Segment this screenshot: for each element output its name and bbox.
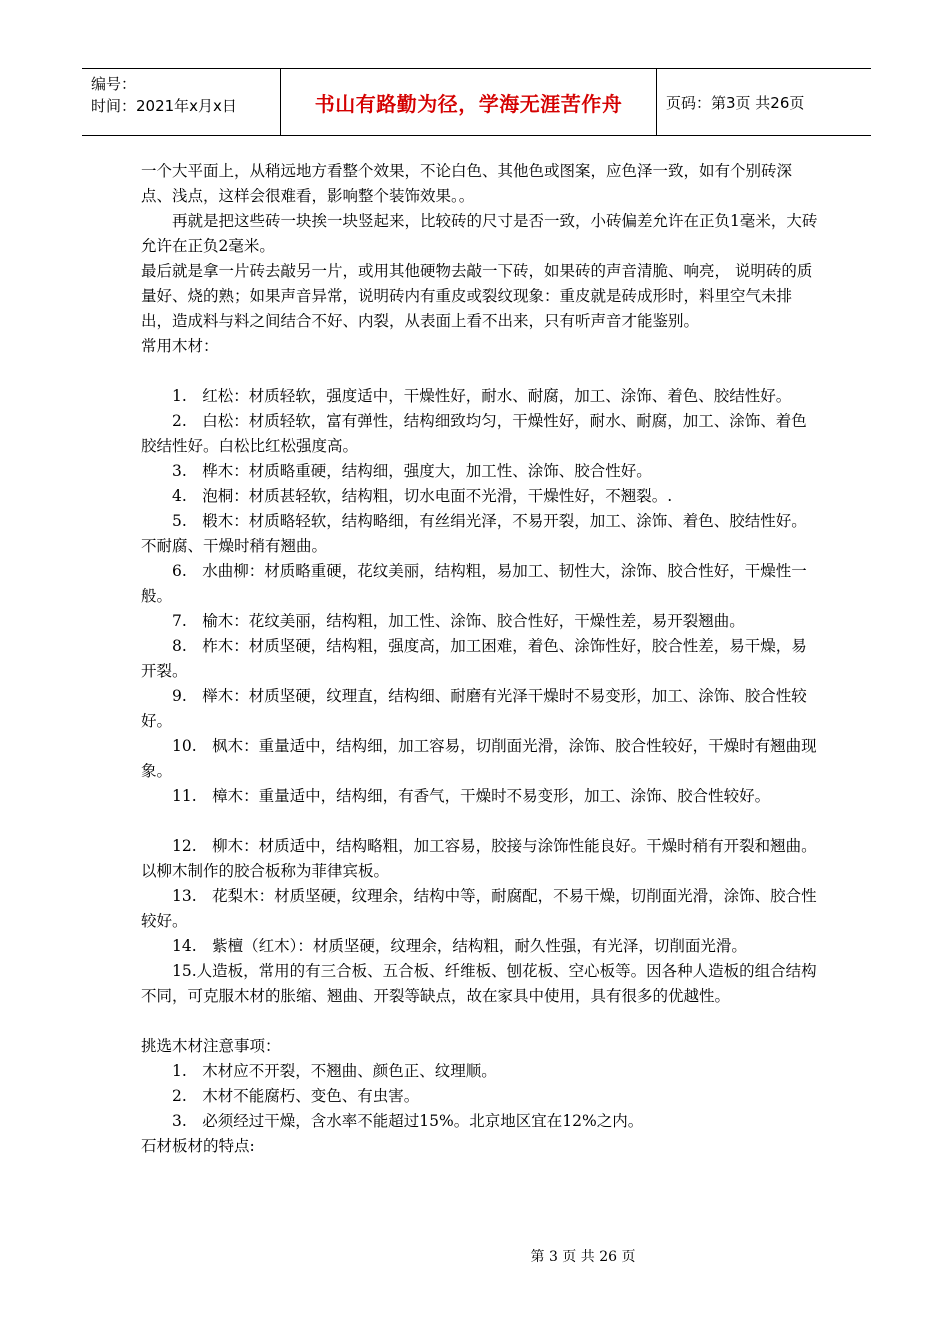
spacer <box>141 359 821 384</box>
time-label: 时间：2021年x月x日 <box>91 97 237 115</box>
paragraph-uniform-color: 一个大平面上，从稍远地方看整个效果，不论白色、其他色或图案，应色泽一致，如有个别砖深点、浅点，这样会很难看，影响整个装饰效果。。 <box>141 162 793 205</box>
section-heading-stone: 石材板材的特点: <box>141 1137 255 1155</box>
header-page-code: 页码：第3页 共26页 <box>666 93 805 112</box>
list-item-wood-15: 15.人造板，常用的有三合板、五合板、纤维板、刨花板、空心板等。因各种人造板的组合结构不同，可克服木材的胀缩、翘曲、开裂等缺点，故在家具中使用，具有很多的优越性。 <box>141 962 817 1005</box>
section-heading-wood: 常用木材： <box>141 337 219 355</box>
serial-label: 编号： <box>91 75 137 93</box>
list-item-wood-1: 1. 红松：材质轻软，强度适中，干燥性好，耐水、耐腐，加工、涂饰、着色、胶结性好。 <box>172 387 792 405</box>
header-meta <box>82 69 281 135</box>
list-item-wood-10: 10. 枫木：重量适中，结构细，加工容易，切削面光滑，涂饰、胶合性较好，干燥时有翘曲现象。 <box>141 737 817 780</box>
page-header <box>82 68 871 136</box>
spacer <box>141 809 821 834</box>
list-item-select-3: 3. 必须经过干燥，含水率不能超过15%。北京地区宜在12%之内。 <box>172 1112 644 1130</box>
page-footer: 第 3 页 共 26 页 <box>530 1249 636 1265</box>
list-item-wood-14: 14. 紫檀（红木）：材质坚硬，纹理余，结构粗，耐久性强，有光泽，切削面光滑。 <box>172 937 747 955</box>
list-item-wood-4: 4. 泡桐：材质甚轻软，结构粗，切水电面不光滑，干燥性好，不翘裂。. <box>172 487 673 505</box>
list-item-wood-8: 8. 柞木：材质坚硬，结构粗，强度高，加工困难，着色、涂饰性好，胶合性差，易干燥，易开裂。 <box>141 637 807 680</box>
section-heading-select: 挑选木材注意事项： <box>141 1037 281 1055</box>
list-item-wood-9: 9. 榉木：材质坚硬，纹理直，结构细、耐磨有光泽干燥时不易变形，加工、涂饰、胶合性较好。 <box>141 687 807 730</box>
list-item-wood-11: 11. 樟木：重量适中，结构细，有香气，干燥时不易变形，加工、涂饰、胶合性较好。 <box>172 787 771 805</box>
list-item-wood-13: 13. 花梨木：材质坚硬，纹理余，结构中等，耐腐配，不易干燥，切削面光滑，涂饰、胶合性较好。 <box>141 887 817 930</box>
list-item-wood-7: 7. 榆木：花纹美丽，结构粗，加工性、涂饰、胶合性好，干燥性差，易开裂翘曲。 <box>172 612 745 630</box>
list-item-wood-2: 2. 白松：材质轻软，富有弹性，结构细致均匀，干燥性好，耐水、耐腐，加工、涂饰、着色胶结性好。白松比红松强度高。 <box>141 412 807 455</box>
paragraph-sound-check: 最后就是拿一片砖去敲另一片，或用其他硬物去敲一下砖，如果砖的声音清脆、响亮， 说明砖的质量好、烧的熟；如果声音异常，说明砖内有重皮或裂纹现象：重皮就是砖成形时，料里空气未排出，造成料与料之间结合不好、内裂，从表面上看不出来，只有听声音才能鉴别。 <box>141 262 813 330</box>
document-body <box>141 159 821 1159</box>
list-item-wood-12: 12. 柳木：材质适中，结构略粗，加工容易，胶接与涂饰性能良好。干燥时稍有开裂和翘曲。以柳木制作的胶合板称为菲律宾板。 <box>141 837 817 880</box>
header-motto: 书山有路勤为径，学海无涯苦作舟 <box>281 69 657 135</box>
spacer <box>141 1009 821 1034</box>
list-item-select-1: 1. 木材应不开裂，不翘曲、颜色正、纹理顺。 <box>172 1062 497 1080</box>
list-item-select-2: 2. 木材不能腐朽、变色、有虫害。 <box>172 1087 420 1105</box>
list-item-wood-6: 6. 水曲柳：材质略重硬，花纹美丽，结构粗，易加工、韧性大，涂饰、胶合性好，干燥性一般。 <box>141 562 807 605</box>
paragraph-size-check: 再就是把这些砖一块挨一块竖起来，比较砖的尺寸是否一致，小砖偏差允许在正负1毫米，大砖允许在正负2毫米。 <box>141 212 818 255</box>
list-item-wood-3: 3. 桦木：材质略重硬，结构细，强度大，加工性、涂饰、胶合性好。 <box>172 462 652 480</box>
list-item-wood-5: 5. 椴木：材质略轻软，结构略细，有丝绢光泽，不易开裂，加工、涂饰、着色、胶结性好。不耐腐、干燥时稍有翘曲。 <box>141 512 807 555</box>
